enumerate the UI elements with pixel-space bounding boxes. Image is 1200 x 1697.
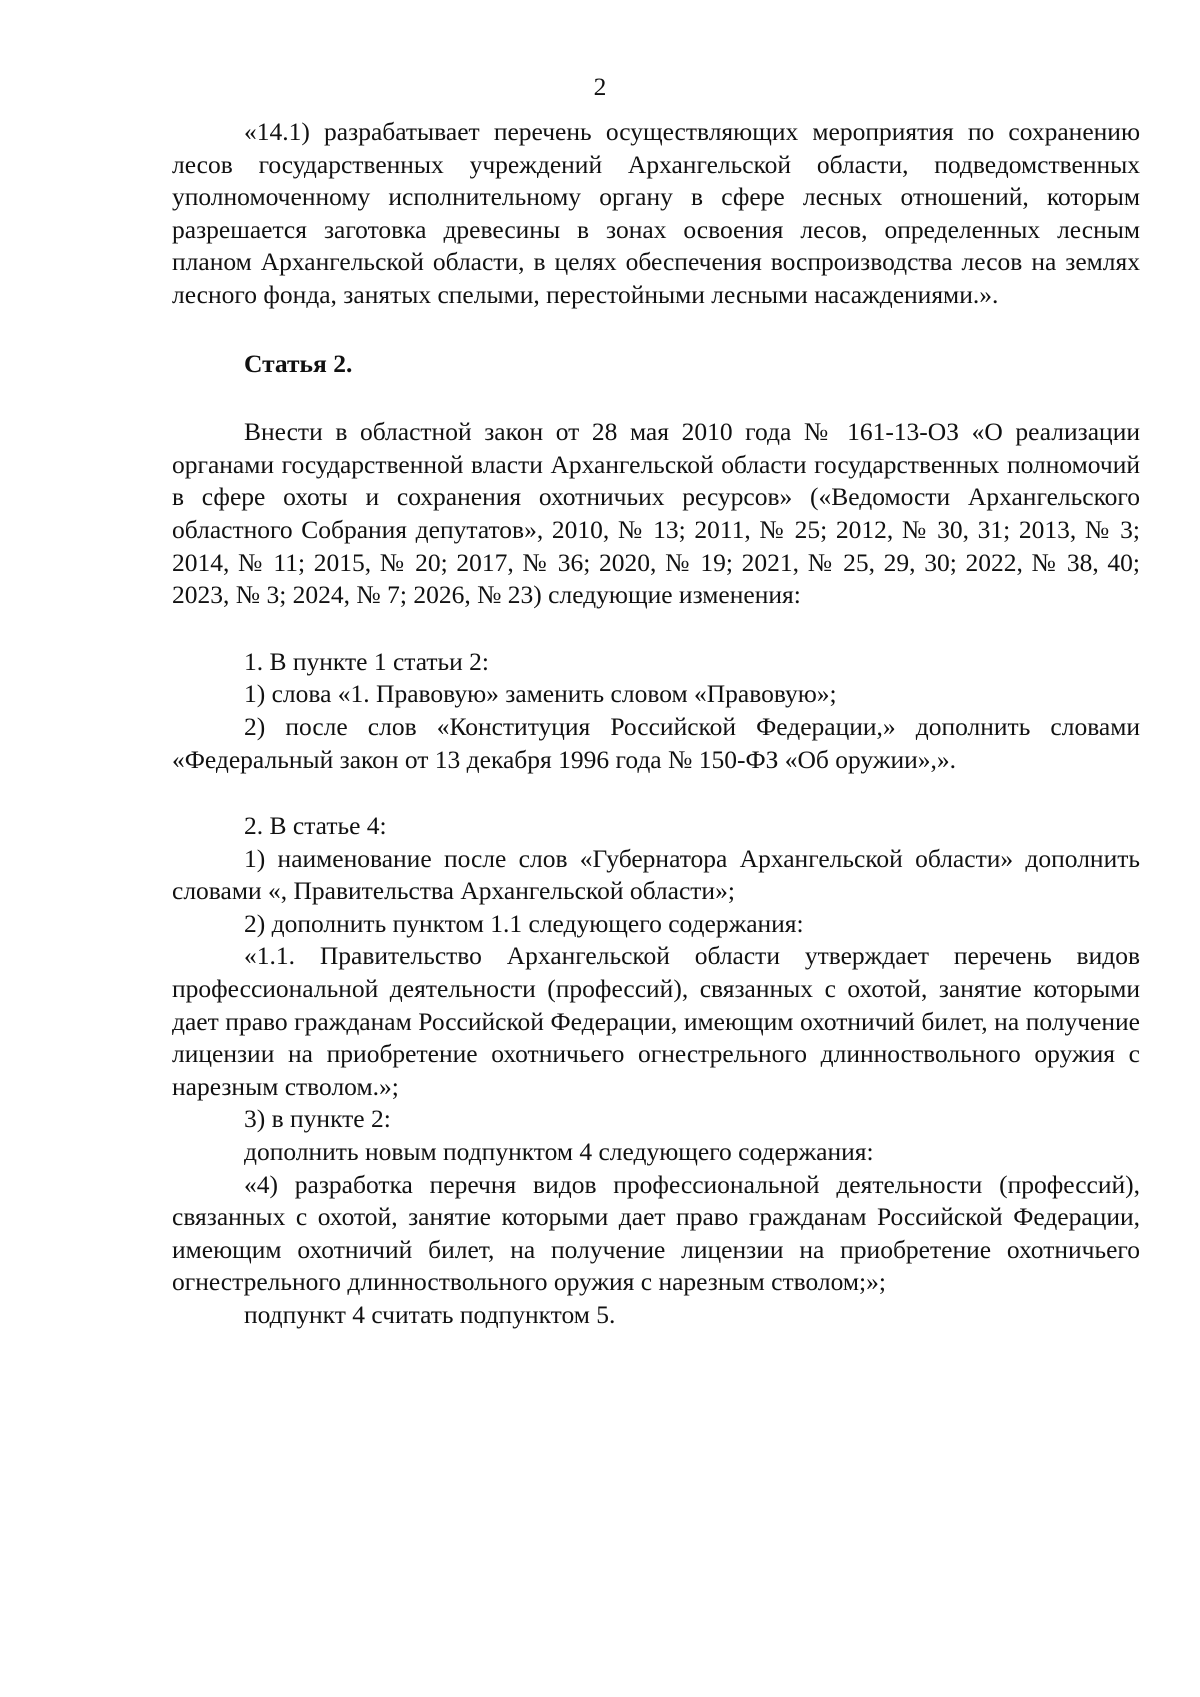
paragraph-item-1: 1. В пункте 1 статьи 2:	[244, 646, 490, 676]
paragraph-article-2-intro: Внести в областной закон от 28 мая 2010 года № 161-13-ОЗ «О реализации органами государственной власти Архангельской области государственных полномочий в сфере охоты и сохранения охотничьих ресурсов» («Ведомости Архангельского областного Собрания депутатов», 2010, № 13; 2011, № 25; 2012, № 30, 31; 2013, № 3; 2014, № 11; 2015, № 20; 2017, № 36; 2020, № 19; 2021, № 25, 29, 30; 2022, № 38, 40; 2023, № 3; 2024, № 7; 2026, № 23) следующие изменения:	[172, 417, 1140, 610]
article-2-heading: Статья 2.	[244, 348, 353, 378]
paragraph-item-1-1: 1) слова «1. Правовую» заменить словом «Правовую»;	[244, 679, 837, 709]
paragraph-item-2-3-text: «4) разработка перечня видов профессиональной деятельности (профессий), связанных с охотой, занятие которыми дает право гражданам Российской Федерации, имеющим охотничий билет, на получение лицензии на приобретение охотничьего огнестрельного длинноствольного оружия с нарезным стволом;»;	[172, 1169, 1140, 1297]
paragraph-item-1-2: 2) после слов «Конституция Российской Федерации,» дополнить словами «Федеральный закон от 13 декабря 1996 года № 150-ФЗ «Об оружии»,».	[172, 711, 1140, 774]
paragraph-item-2: 2. В статье 4:	[244, 811, 387, 841]
document-body	[172, 116, 1140, 1332]
paragraph-item-2-3: 3) в пункте 2:	[244, 1104, 391, 1134]
paragraph-14-1: «14.1) разрабатывает перечень осуществляющих мероприятия по сохранению лесов государственных учреждений Архангельской области, подведомственных уполномоченному исполнительному органу в сфере лесных отношений, которым разрешается заготовка древесины в зонах освоения лесов, определенных лесным планом Архангельской области, в целях обеспечения воспроизводства лесов на землях лесного фонда, занятых спелыми, перестойными лесными насаждениями.».	[172, 117, 1140, 309]
paragraph-item-2-3-renumber: подпункт 4 считать подпунктом 5.	[244, 1300, 616, 1329]
paragraph-item-2-3-add: дополнить новым подпунктом 4 следующего содержания:	[244, 1137, 874, 1167]
page-number: 2	[593, 72, 607, 101]
paragraph-item-2-2: 2) дополнить пунктом 1.1 следующего содержания:	[244, 908, 804, 938]
paragraph-item-2-2-text: «1.1. Правительство Архангельской области утверждает перечень видов профессиональной деятельности (профессий), связанных с охотой, занятие которыми дает право гражданам Российской Федерации, имеющим охотничий билет, на получение лицензии на приобретение охотничьего огнестрельного длинноствольного оружия с нарезным стволом.»;	[172, 941, 1140, 1101]
paragraph-item-2-1: 1) наименование после слов «Губернатора Архангельской области» дополнить словами «, Правительства Архангельской области»;	[172, 843, 1140, 906]
